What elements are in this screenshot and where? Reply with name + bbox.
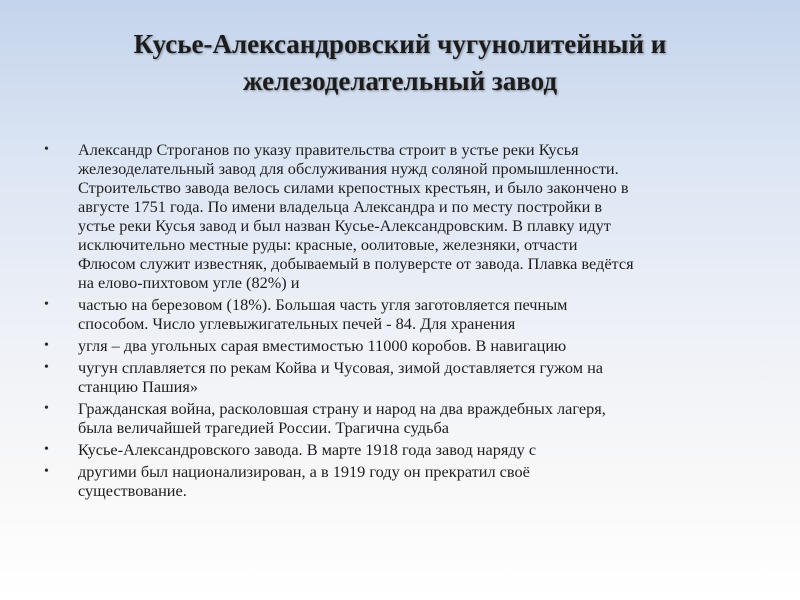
bullet-item <box>44 358 744 396</box>
bullet-text-line: станцию Пашия» <box>78 377 199 396</box>
bullet-dot: • <box>44 464 49 479</box>
bullet-dot: • <box>44 297 49 312</box>
bullet-text-line: августе 1751 года. По имени владельца Александра и по месту постройки в <box>78 197 603 216</box>
bullet-text-line: угля – два угольных сарая вместимостью 11000 коробов. В навигацию <box>78 336 567 355</box>
bullet-item <box>44 140 744 292</box>
bullet-dot: • <box>44 401 49 416</box>
bullet-dot: • <box>44 338 49 353</box>
bullet-list <box>44 140 744 503</box>
bullet-text-line: существование. <box>78 481 187 500</box>
bullet-text-line: железоделательный завод для обслуживания нужд соляной промышленности. <box>78 159 619 178</box>
bullet-text-line: Строительство завода велось силами крепостных крестьян, и было закончено в <box>78 178 629 197</box>
bullet-text-line: Александр Строганов по указу правительства строит в устье реки Кусья <box>78 140 579 159</box>
bullet-text-line: устье реки Кусья завод и был назван Кусье-Александровским. В плавку идут <box>78 216 611 235</box>
bullet-text-line: была величайшей трагедией России. Трагична судьба <box>78 418 449 437</box>
bullet-text-line: Гражданская война, расколовшая страну и народ на два враждебных лагеря, <box>78 399 606 418</box>
bullet-dot: • <box>44 360 49 375</box>
bullet-text-line: исключительно местные руды: красные, оолитовые, железняки, отчасти <box>78 235 578 254</box>
bullet-item <box>44 462 744 500</box>
bullet-item <box>44 295 744 333</box>
bullet-item <box>44 440 744 459</box>
bullet-text-line: частью на березовом (18%). Большая часть угля заготовляется печным <box>78 295 568 314</box>
slide-title-line: железоделательный завод <box>242 66 558 96</box>
bullet-text-line: другими был национализирован, а в 1919 году он прекратил своё <box>78 462 530 481</box>
bullet-item <box>44 336 744 355</box>
bullet-text-line: Флюсом служит известняк, добываемый в полуверсте от завода. Плавка ведётся <box>78 254 634 273</box>
bullet-item <box>44 399 744 437</box>
bullet-dot: • <box>44 142 49 157</box>
slide-title <box>0 26 800 100</box>
bullet-text-line: способом. Число углевыжигательных печей - 84. Для хранения <box>78 314 516 333</box>
bullet-text-line: на елово-пихтовом угле (82%) и <box>78 273 300 292</box>
slide-title-line: Кусье-Александровский чугунолитейный и <box>133 29 667 59</box>
bullet-text-line: чугун сплавляется по рекам Койва и Чусовая, зимой доставляется гужом на <box>78 358 604 377</box>
bullet-text-line: Кусье-Александровского завода. В марте 1918 года завод наряду с <box>78 440 537 459</box>
bullet-dot: • <box>44 442 49 457</box>
